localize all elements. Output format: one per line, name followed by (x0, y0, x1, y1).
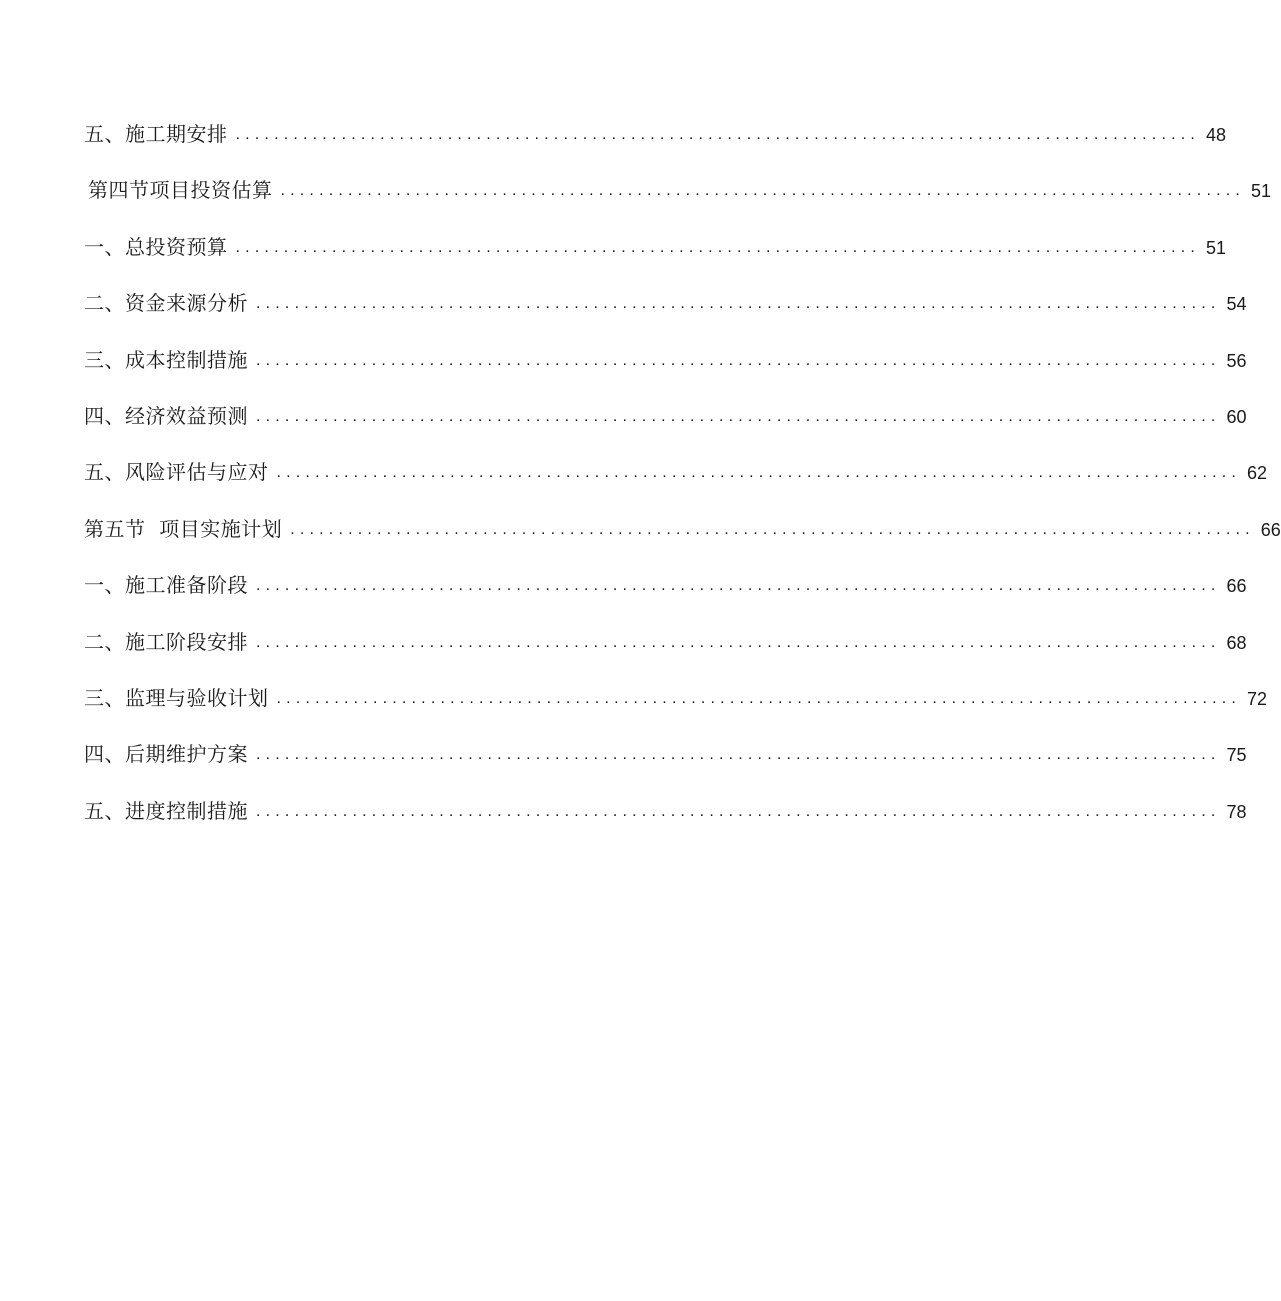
toc-page-number: 66 (1226, 576, 1247, 597)
table-of-contents (84, 116, 1281, 849)
toc-entry-title: 四、经济效益预测 (84, 403, 248, 428)
toc-entry[interactable] (84, 454, 1268, 510)
toc-page-number: 66 (1260, 519, 1281, 540)
toc-entry[interactable] (84, 172, 1272, 228)
toc-entry-title: 五、风险评估与应对 (84, 460, 269, 485)
toc-page-number: 51 (1206, 237, 1227, 258)
toc-entry-title: 二、施工阶段安排 (84, 629, 248, 654)
toc-page-number: 54 (1226, 294, 1247, 315)
toc-dot-leader: .................................................................................................... (256, 295, 1221, 313)
toc-page-number: 62 (1247, 463, 1268, 484)
toc-entry-title: 五、进度控制措施 (84, 798, 248, 823)
toc-dot-leader: .................................................................................................... (276, 689, 1242, 707)
toc-entry[interactable] (84, 398, 1247, 454)
toc-entry[interactable] (84, 285, 1247, 341)
toc-dot-leader: .................................................................................................... (256, 802, 1221, 820)
toc-entry-title: 一、总投资预算 (84, 234, 228, 259)
toc-dot-leader: .................................................................................................... (256, 407, 1221, 425)
toc-entry[interactable] (84, 342, 1247, 398)
toc-page-number: 48 (1206, 125, 1227, 145)
toc-dot-leader: .................................................................................................... (235, 238, 1201, 256)
toc-dot-leader: .................................................................................................... (280, 182, 1246, 200)
toc-entry[interactable] (84, 567, 1247, 623)
toc-page-number: 51 (1251, 181, 1272, 202)
toc-entry-title: 一、施工准备阶段 (84, 573, 248, 598)
toc-entry-title: 第四节项目投资估算 (88, 178, 273, 203)
toc-entry[interactable] (84, 511, 1281, 567)
toc-entry-title: 三、监理与验收计划 (84, 685, 269, 710)
toc-entry[interactable] (84, 680, 1268, 736)
toc-entry[interactable] (84, 116, 1227, 172)
toc-entry-title: 二、资金来源分析 (84, 291, 248, 316)
toc-entry[interactable] (84, 229, 1227, 285)
toc-dot-leader: .................................................................................................... (235, 126, 1201, 143)
toc-dot-leader: .................................................................................................... (256, 577, 1221, 595)
toc-page-number: 68 (1226, 632, 1247, 653)
toc-dot-leader: .................................................................................................... (256, 746, 1221, 764)
toc-entry-title: 三、成本控制措施 (84, 347, 248, 372)
toc-entry-title: 四、后期维护方案 (84, 742, 248, 767)
toc-dot-leader: .................................................................................................... (290, 520, 1255, 538)
toc-page-number: 72 (1247, 688, 1268, 709)
toc-entry-title: 五、施工期安排 (84, 122, 228, 146)
toc-dot-leader: .................................................................................................... (256, 351, 1221, 369)
toc-entry-title: 第五节 项目实施计划 (84, 516, 283, 541)
toc-dot-leader: .................................................................................................... (276, 464, 1242, 482)
toc-dot-leader: .................................................................................................... (256, 633, 1221, 651)
toc-page-number: 60 (1226, 406, 1247, 427)
toc-entry[interactable] (84, 736, 1247, 792)
toc-entry[interactable] (84, 793, 1247, 849)
toc-page-number: 78 (1226, 801, 1247, 822)
toc-page-number: 75 (1226, 745, 1247, 766)
toc-page-number: 56 (1226, 350, 1247, 371)
toc-entry[interactable] (84, 624, 1247, 680)
